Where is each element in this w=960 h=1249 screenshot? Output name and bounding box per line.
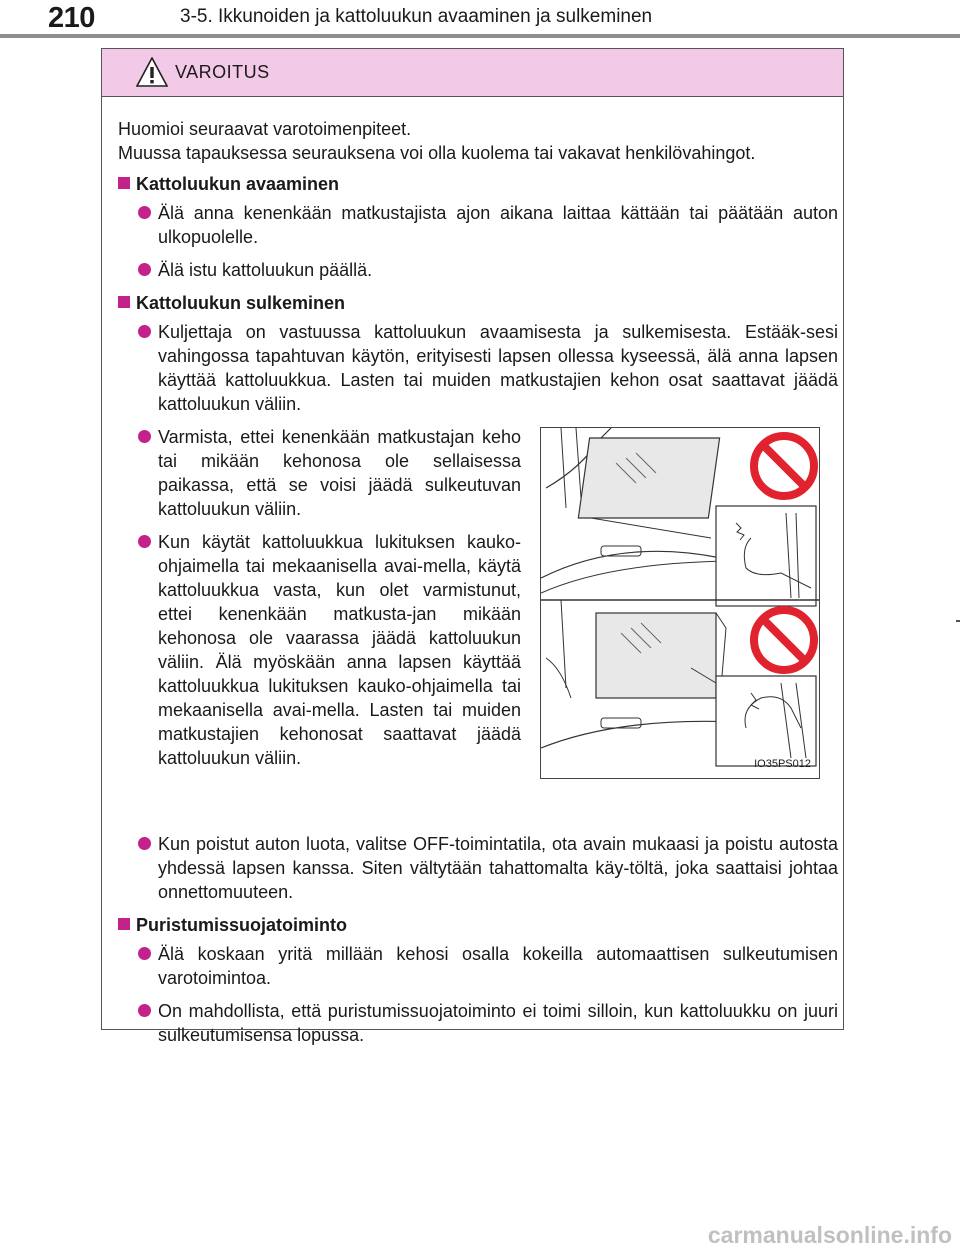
dot-bullet-icon <box>138 263 151 276</box>
section-heading <box>118 913 838 937</box>
lower-panel-drawing <box>541 600 816 766</box>
intro-line: Huomioi seuraavat varotoimenpiteet. <box>118 119 412 139</box>
bullet-item <box>118 942 838 990</box>
text-with-figure <box>118 425 838 823</box>
sunroof-drawing <box>541 428 820 779</box>
dot-bullet-icon <box>138 206 151 219</box>
bullet-item <box>118 530 521 770</box>
section-title: Kattoluukun avaaminen <box>136 174 340 194</box>
warning-content <box>118 117 838 1056</box>
bullet-text: Älä istu kattoluukun päällä. <box>158 260 373 280</box>
bullet-item <box>118 999 838 1047</box>
prohibition-sign-upper <box>754 436 814 496</box>
intro-line: Muussa tapauksessa seurauksena voi olla kuolema tai vakavat henkilövahingot. <box>118 143 756 163</box>
page-number: 210 <box>48 2 95 34</box>
section-title: Kattoluukun sulkeminen <box>136 293 346 313</box>
bullet-item <box>118 258 838 282</box>
dot-bullet-icon <box>138 535 151 548</box>
running-title: 3-5. Ikkunoiden ja kattoluukun avaaminen ja sulkeminen <box>180 6 653 27</box>
bullet-text: Kuljettaja on vastuussa kattoluukun avaamisesta ja sulkemisesta. Estääk-sesi vahingossa tapahtuvan käytön, erityisesti lapsen ollessa kyseessä, älä anna lapsen käyttää kattoluukkua. Lasten tai muiden matkustajien kehon osat saattavat jäädä kattoluukun väliin. <box>158 322 838 414</box>
section-heading <box>118 172 838 196</box>
dot-bullet-icon <box>138 430 151 443</box>
bullet-item <box>118 425 521 521</box>
warning-triangle-icon <box>136 57 168 87</box>
figure-code: IO35PS012 <box>754 758 811 770</box>
sunroof-illustration <box>540 427 820 779</box>
dot-bullet-icon <box>138 837 151 850</box>
section-title: Puristumissuojatoiminto <box>136 915 348 935</box>
square-bullet-icon <box>118 918 130 930</box>
split-text <box>118 425 521 779</box>
intro <box>118 117 838 165</box>
watermark: carmanualsonline.info <box>707 1222 952 1248</box>
warning-header <box>102 49 843 97</box>
section-heading <box>118 291 838 315</box>
warning-box <box>101 48 844 1045</box>
warning-title: VAROITUS <box>175 62 270 82</box>
bullet-item <box>118 320 838 416</box>
square-bullet-icon <box>118 296 130 308</box>
dot-bullet-icon <box>138 1004 151 1017</box>
bullet-text: Älä koskaan yritä millään kehosi osalla kokeilla automaattisen sulkeutumisen varotoimintoa. <box>158 944 838 988</box>
header-rule <box>0 34 960 38</box>
bullet-text: Varmista, ettei kenenkään matkustajan keho tai mikään kehonosa ole sellaisessa paikassa, että se voisi jäädä sulkeutuvan kattoluukun väliin. <box>158 427 521 519</box>
dot-bullet-icon <box>138 325 151 338</box>
bullet-text: On mahdollista, että puristumissuojatoiminto ei toimi silloin, kun kattoluukku on juuri sulkeutumisensa lopussa. <box>158 1001 838 1045</box>
prohibition-sign-lower <box>754 610 814 670</box>
bullet-text: Kun poistut auton luota, valitse OFF-toimintatila, ota avain mukaasi ja poistu autosta yhdessä lapsen kanssa. Siten vältytään tahattomalta käy-töltä, joka saattaisi johtaa onnettomuuteen. <box>158 834 838 902</box>
bullet-item <box>118 201 838 249</box>
bullet-text: Kun käytät kattoluukkua lukituksen kauko-ohjaimella tai mekaanisella avai-mella, käytä kattoluukkua vasta, kun olet varmistunut, ettei kenenkään matkusta-jan mikään kehonosa ole vaarassa jäädä kattoluukun väliin. Älä myöskään anna lapsen käyttää kattoluukkua lukituksen kauko-ohjaimella tai mekaanisella avai-mella. Lasten tai muiden matkustajien kehonosat saattavat jäädä kattoluukun väliin. <box>158 532 521 768</box>
edge-mark <box>956 620 960 622</box>
bullet-item <box>118 832 838 904</box>
square-bullet-icon <box>118 177 130 189</box>
dot-bullet-icon <box>138 947 151 960</box>
bullet-text: Älä anna kenenkään matkustajista ajon aikana laittaa kättään tai päätään auton ulkopuolelle. <box>158 203 838 247</box>
